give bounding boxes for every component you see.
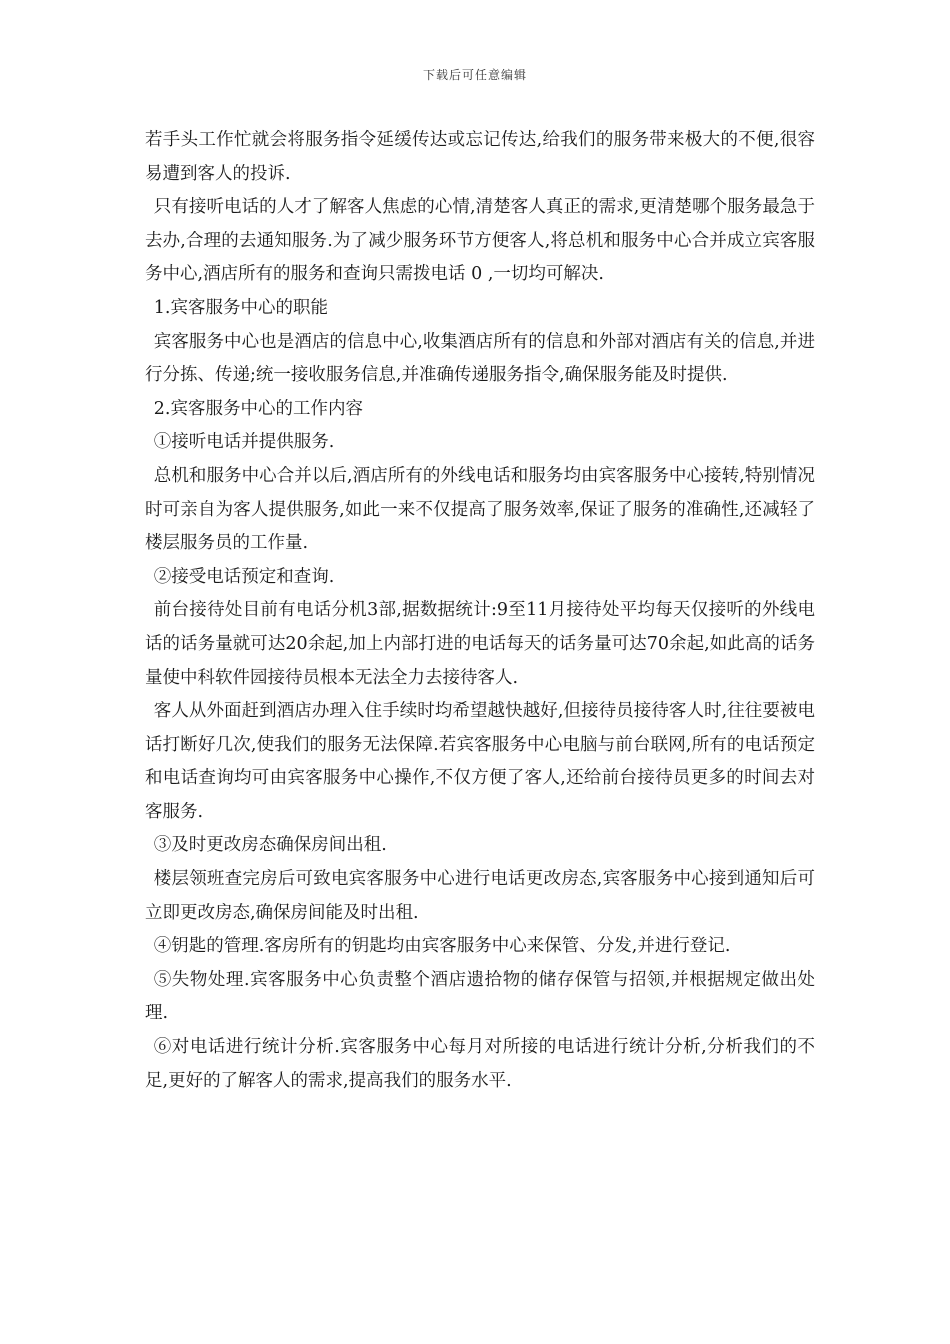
list-item-heading: ③及时更改房态确保房间出租. — [153, 835, 387, 856]
paragraph: 若手头工作忙就会将服务指令延缓传达或忘记传达,给我们的服务带来极大的不便,很容易遭到客人的投诉. — [145, 130, 815, 184]
paragraph: 总机和服务中心合并以后,酒店所有的外线电话和服务均由宾客服务中心接转,特别情况时可亲自为客人提供服务,如此一来不仅提高了服务效率,保证了服务的准确性,还减轻了楼层服务员的工作量. — [145, 465, 815, 554]
list-item: ⑤失物处理.宾客服务中心负责整个酒店遗拾物的储存保管与招领,并根据规定做出处理. — [145, 969, 815, 1024]
list-item: ④钥匙的管理.客房所有的钥匙均由宾客服务中心来保管、分发,并进行登记. — [153, 936, 731, 957]
paragraph: 宾客服务中心也是酒店的信息中心,收集酒店所有的信息和外部对酒店有关的信息,并进行分拣、传递;统一接收服务信息,并准确传递服务指令,确保服务能及时提供. — [145, 331, 815, 386]
paragraph: 楼层领班查完房后可致电宾客服务中心进行电话更改房态,宾客服务中心接到通知后可立即更改房态,确保房间能及时出租. — [145, 869, 815, 923]
list-item-heading: ②接受电话预定和查询. — [153, 566, 335, 587]
page-header: 下载后可任意编辑 — [422, 68, 527, 82]
list-item-heading: ①接听电话并提供服务. — [153, 432, 335, 453]
section-heading: 2.宾客服务中心的工作内容 — [153, 398, 363, 419]
paragraph: 前台接待处目前有电话分机3部,据数据统计:9至11月接待处平均每天仅接听的外线电话的话务量就可达20余起,加上内部打进的电话每天的话务量可达70余起,如此高的话务量使中科软件园接待员根本无法全力去接待客人. — [145, 600, 815, 688]
section-heading: 1.宾客服务中心的职能 — [153, 297, 328, 318]
list-item: ⑥对电话进行统计分析.宾客服务中心每月对所接的电话进行统计分析,分析我们的不足,更好的了解客人的需求,提高我们的服务水平. — [145, 1037, 815, 1091]
paragraph: 只有接听电话的人才了解客人焦虑的心情,清楚客人真正的需求,更清楚哪个服务最急于去办,合理的去通知服务.为了减少服务环节方便客人,将总机和服务中心合并成立宾客服务中心,酒店所有的服务和查询只需拨电话 0 ,一切均可解决. — [145, 197, 815, 285]
paragraph: 客人从外面赶到酒店办理入住手续时均希望越快越好,但接待员接待客人时,往往要被电话打断好几次,使我们的服务无法保障.若宾客服务中心电脑与前台联网,所有的电话预定和电话查询均可由宾客服务中心操作,不仅方便了客人,还给前台接待员更多的时间去对客服务. — [145, 701, 815, 822]
document-body — [145, 124, 815, 1098]
